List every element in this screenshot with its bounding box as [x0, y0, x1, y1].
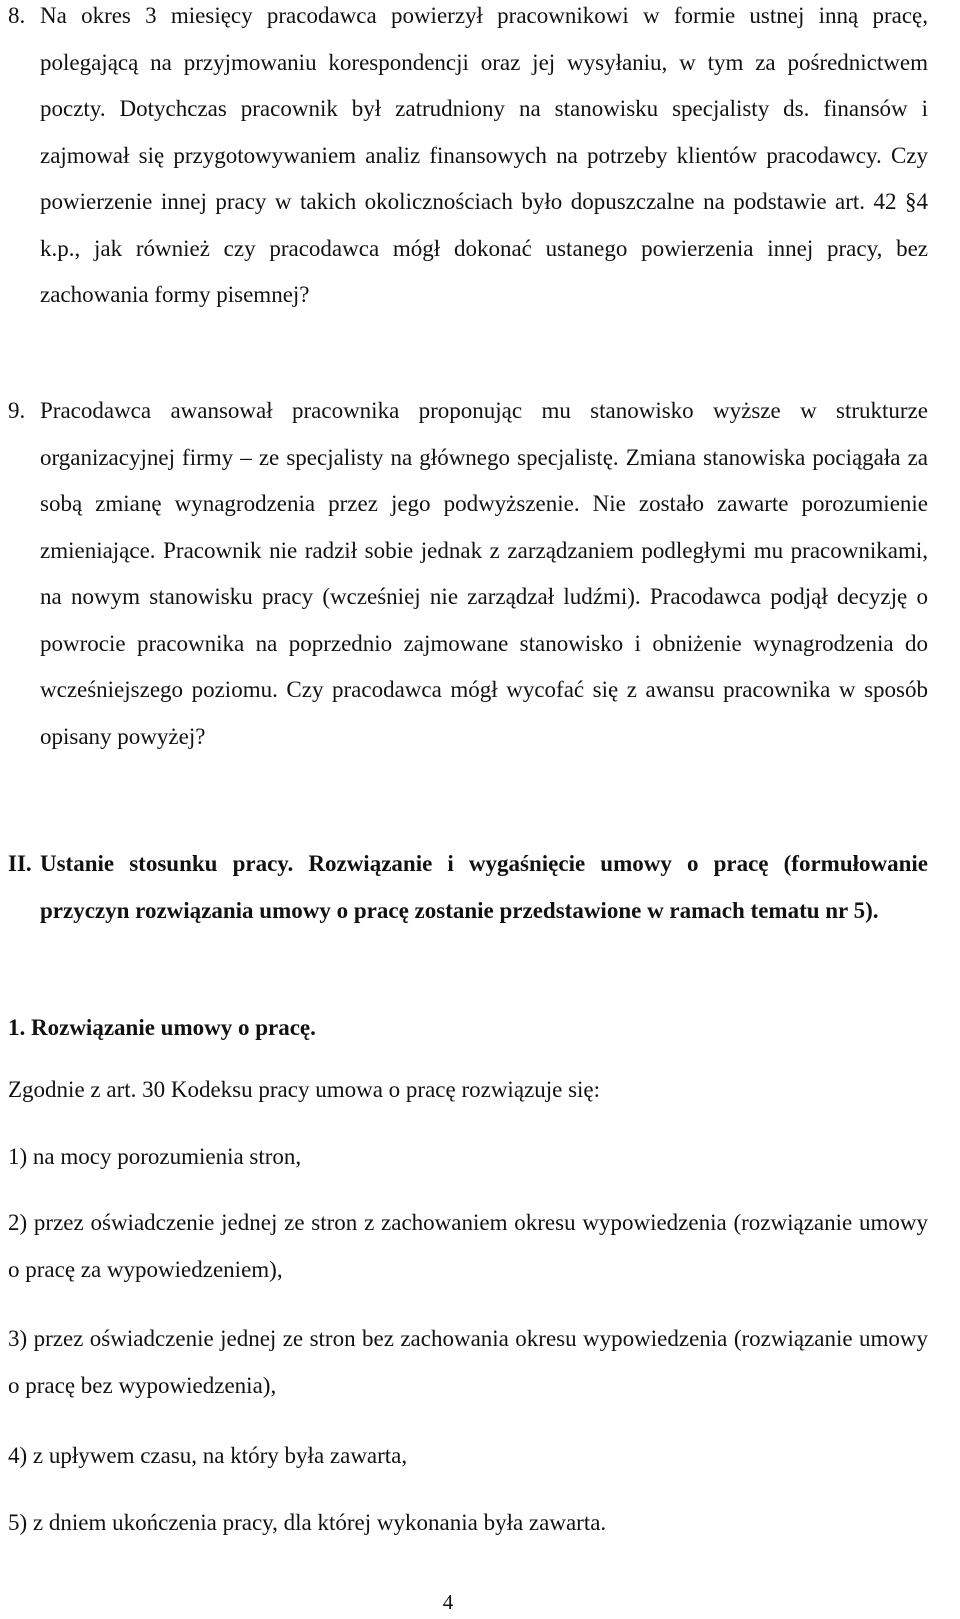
intro-text: Zgodnie z art. 30 Kodeksu pracy umowa o pracę rozwiązuje się:	[8, 1077, 601, 1102]
list-item: 2) przez oświadczenie jednej ze stron z zachowaniem okresu wypowiedzenia (rozwiązanie umowy o pracę za wypowiedzeniem),	[8, 1210, 928, 1282]
section-number: II.	[8, 851, 32, 876]
subsection-number: 1.	[8, 1015, 26, 1040]
subsection-title: Rozwiązanie umowy o pracę.	[31, 1015, 316, 1040]
question-number: 8.	[8, 3, 26, 28]
list-item: 3) przez oświadczenie jednej ze stron bez zachowania okresu wypowiedzenia (rozwiązanie umowy o pracę bez wypowiedzenia),	[8, 1326, 928, 1398]
section-title-text: Ustanie stosunku pracy. Rozwiązanie i wygaśnięcie umowy o pracę (formułowanie przyczyn rozwiązania umowy o pracę zostanie przedstawione w ramach tematu nr 5).	[40, 851, 928, 923]
subsection-heading	[8, 1005, 316, 1052]
question-number: 9.	[8, 398, 26, 423]
question-text: Na okres 3 miesięcy pracodawca powierzył pracownikowi w formie ustnej inną pracę, polegającą na przyjmowaniu korespondencji oraz jej wysyłaniu, w tym za pośrednictwem poczty. Dotychczas pracownik był zatrudniony na stanowisku specjalisty ds. finansów i zajmował się przygotowywaniem analiz finansowych na potrzeby klientów pracodawcy. Czy powierzenie innej pracy w takich okolicznościach było dopuszczalne na podstawie art. 42 §4 k.p., jak również czy pracodawca mógł dokonać ustanego powierzenia innej pracy, bez zachowania formy pisemnej?	[40, 3, 928, 307]
section-title	[40, 841, 928, 934]
list-item: 4) z upływem czasu, na który była zawarta,	[8, 1443, 408, 1468]
list-item: 1) na mocy porozumienia stron,	[8, 1144, 302, 1169]
page-number: 4	[442, 1590, 454, 1614]
question-text: Pracodawca awansował pracownika proponując mu stanowisko wyższe w strukturze organizacyjnej firmy – ze specjalisty na głównego specjalistę. Zmiana stanowiska pociągała za sobą zmianę wynagrodzenia przez jego podwyższenie. Nie zostało zawarte porozumienie zmieniające. Pracownik nie radził sobie jednak z zarządzaniem podległymi mu pracownikami, na nowym stanowisku pracy (wcześniej nie zarządzał ludźmi). Pracodawca podjął decyzję o powrocie pracownika na poprzednio zajmowane stanowisko i obniżenie wynagrodzenia do wcześniejszego poziomu. Czy pracodawca mógł wycofać się z awansu pracownika w sposób opisany powyżej?	[40, 398, 928, 749]
list-item: 5) z dniem ukończenia pracy, dla której wykonania była zawarta.	[8, 1510, 607, 1535]
